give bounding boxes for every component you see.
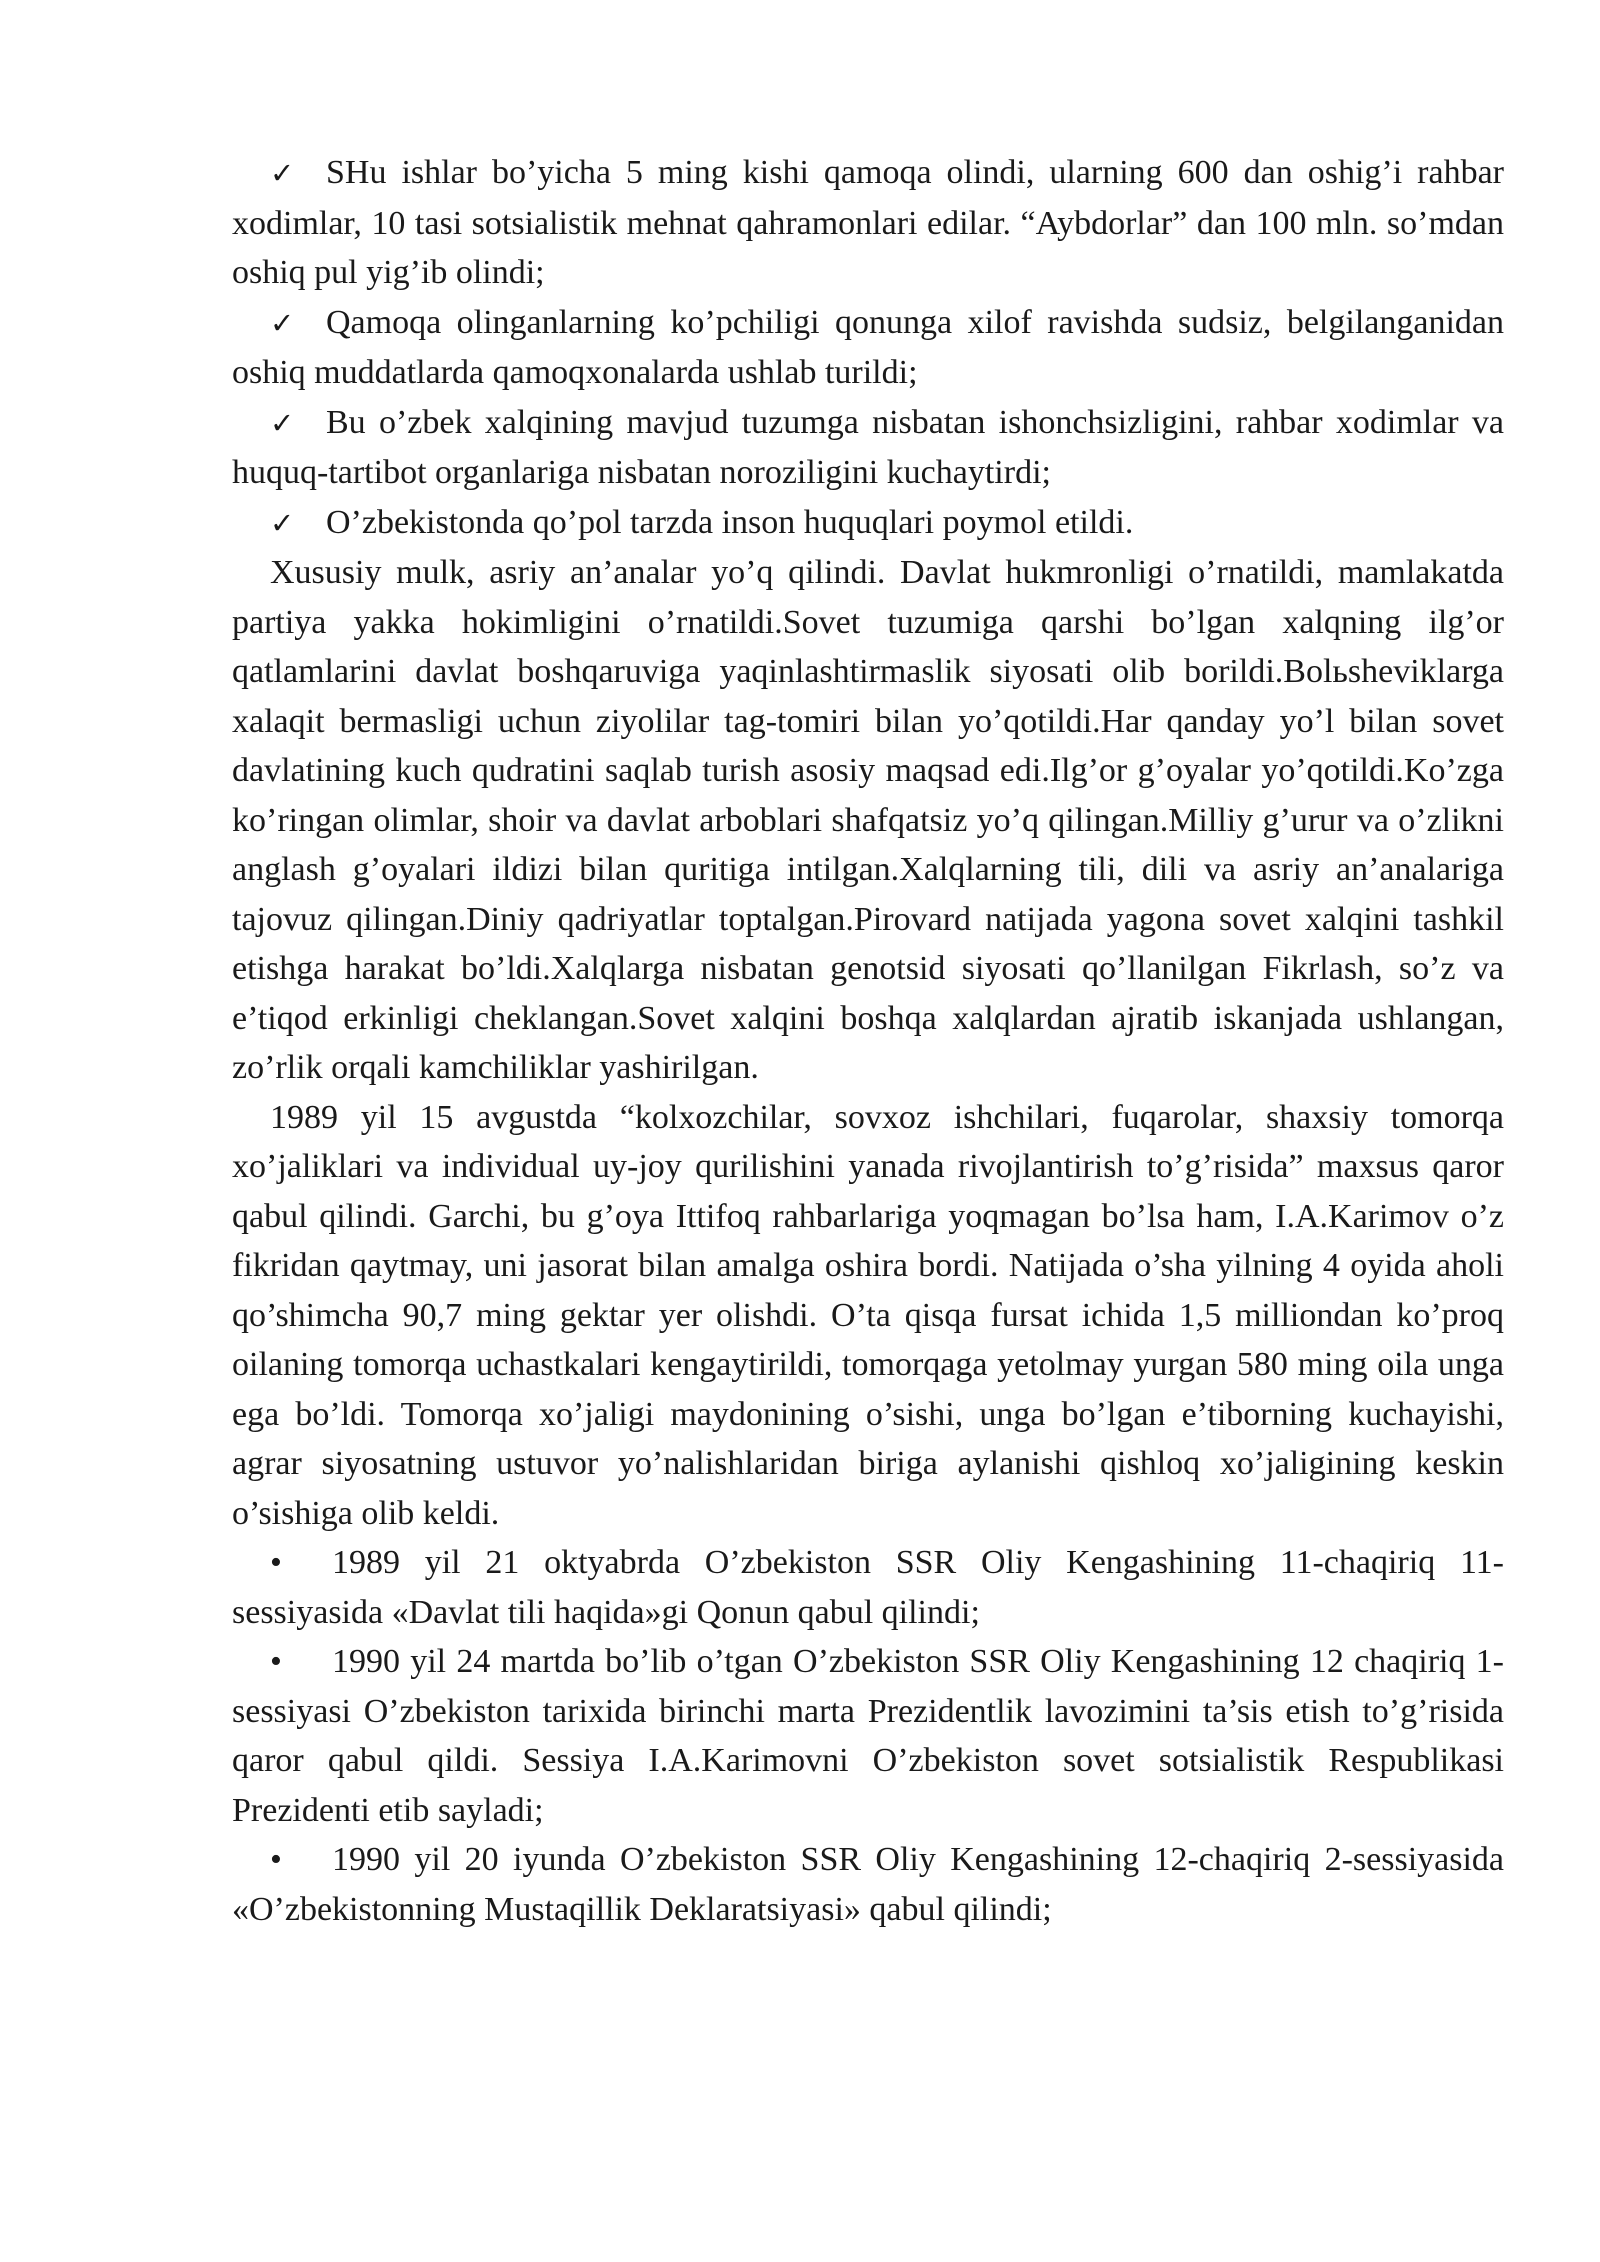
bullet-item-3: [232, 1835, 1504, 1934]
bullet-item-1: [232, 1538, 1504, 1637]
bullet-icon: •: [270, 1544, 282, 1581]
check-item-3: [232, 398, 1504, 498]
checkmark-icon: ✓: [270, 305, 295, 340]
check-item-2: [232, 298, 1504, 398]
document-page: [232, 148, 1504, 1934]
paragraph-text: SHu ishlar bo’yicha 5 ming kishi qamoqa olindi, ularning 600 dan oshig’i rahbar xodimlar, 10 tasi sotsialistik mehnat qahramonlari edilar. “Aybdorlar” dan 100 mln. so’mdan oshiq pul yig’ib olindi;: [232, 154, 1504, 291]
bullet-item-2: [232, 1637, 1504, 1835]
paragraph-text: 1990 yil 20 iyunda O’zbekiston SSR Oliy Kengashining 12-chaqiriq 2-sessiyasida «O’zbekistonning Mustaqillik Deklaratsiyasi» qabul qilindi;: [232, 1841, 1504, 1928]
paragraph-text: Xususiy mulk, asriy an’analar yo’q qilindi. Davlat hukmronligi o’rnatildi, mamlakatda partiya yakka hokimligini o’rnatildi.Sovet tuzumiga qarshi bo’lgan xalqning ilg’or qatlamlarini davlat boshqaruviga yaqinlashtirmaslik siyosati olib borildi.Bolьsheviklarga xalaqit bermasligi uchun ziyolilar tag-tomiri bilan yo’qotildi.Har qanday yo’l bilan sovet davlatining kuch qudratini saqlab turish asosiy maqsad edi.Ilg’or g’oyalar yo’qotildi.Ko’zga ko’ringan olimlar, shoir va davlat arboblari shafqatsiz yo’q qilingan.Milliy g’urur va o’zlikni anglash g’oyalari ildizi bilan quritiga intilgan.Xalqlarning tili, dili va asriy an’analariga tajovuz qilingan.Diniy qadriyatlar toptalgan.Pirovard natijada yagona sovet xalqini tashkil etishga harakat bo’ldi.Xalqlarga nisbatan genotsid siyosati qo’llanilgan Fikrlash, so’z va e’tiqod erkinligi cheklangan.Sovet xalqini boshqa xalqlardan ajratib iskanjada ushlangan, zo’rlik orqali kamchiliklar yashirilgan.: [232, 554, 1504, 1086]
paragraph-text: O’zbekistonda qo’pol tarzda inson huquqlari poymol etildi.: [326, 503, 1134, 541]
body-paragraph-2: [232, 1093, 1504, 1539]
paragraph-text: Qamoqa olinganlarning ko’pchiligi qonunga xilof ravishda sudsiz, belgilanganidan oshiq muddatlarda qamoqxonalarda ushlab turildi;: [232, 303, 1504, 391]
body-paragraph-1: [232, 548, 1504, 1093]
check-item-4: [232, 498, 1504, 549]
checkmark-icon: ✓: [270, 405, 295, 440]
check-item-1: [232, 148, 1504, 298]
bullet-icon: •: [270, 1643, 282, 1680]
bullet-icon: •: [270, 1841, 282, 1878]
paragraph-text: 1989 yil 21 oktyabrda O’zbekiston SSR Oliy Kengashining 11-chaqiriq 11-sessiyasida «Davlat tili haqida»gi Qonun qabul qilindi;: [232, 1544, 1504, 1631]
paragraph-text: 1990 yil 24 martda bo’lib o’tgan O’zbekiston SSR Oliy Kengashining 12 chaqiriq 1-sessiyasi O’zbekiston tarixida birinchi marta Prezidentlik lavozimini ta’sis etish to’g’risida qaror qabul qildi. Sessiya I.A.Karimovni O’zbekiston sovet sotsialistik Respublikasi Prezidenti etib sayladi;: [232, 1643, 1504, 1829]
checkmark-icon: ✓: [270, 505, 295, 540]
checkmark-icon: ✓: [270, 156, 295, 190]
paragraph-text: 1989 yil 15 avgustda “kolxozchilar, sovxoz ishchilari, fuqarolar, shaxsiy tomorqa xo’jaliklari va individual uy-joy qurilishini yanada rivojlantirish to’g’risida” maxsus qaror qabul qilindi. Garchi, bu g’oya Ittifoq rahbarlariga yoqmagan bo’lsa ham, I.A.Karimov o’z fikridan qaytmay, uni jasorat bilan amalga oshira bordi. Natijada o’sha yilning 4 oyida aholi qo’shimcha 90,7 ming gektar yer olishdi. O’ta qisqa fursat ichida 1,5 milliondan ko’proq oilaning tomorqa uchastkalari kengaytirildi, tomorqaga yetolmay yurgan 580 ming oila unga ega bo’ldi. Tomorqa xo’jaligi maydonining o’sishi, unga bo’lgan e’tiborning kuchayishi, agrar siyosatning ustuvor yo’nalishlaridan biriga aylanishi qishloq xo’jaligining keskin o’sishiga olib keldi.: [232, 1098, 1504, 1532]
paragraph-text: Bu o’zbek xalqining mavjud tuzumga nisbatan ishonchsizligini, rahbar xodimlar va huquq-tartibot organlariga nisbatan noroziligini kuchaytirdi;: [232, 403, 1504, 491]
